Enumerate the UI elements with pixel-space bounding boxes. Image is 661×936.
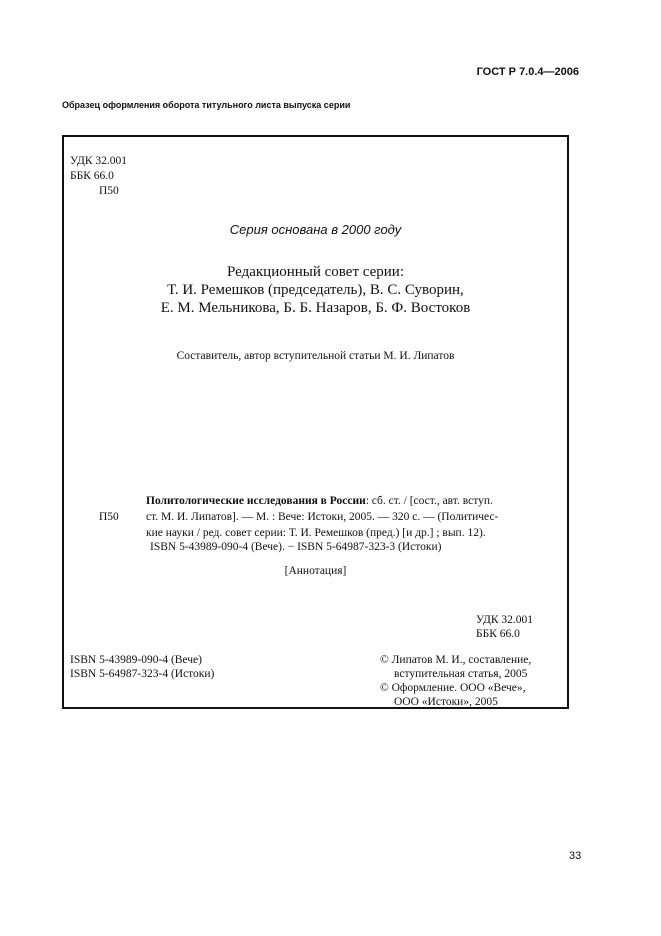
- document-code: ГОСТ Р 7.0.4—2006: [476, 66, 579, 78]
- biblio-record-line4: ISBN 5-43989-090-4 (Вече). − ISBN 5-64987-323-3 (Истоки): [150, 541, 442, 553]
- title-verso-frame: [62, 135, 569, 709]
- page-number: 33: [569, 850, 582, 862]
- author-mark-top: П50: [99, 185, 119, 197]
- copyright-compiler-line1: © Липатов М. И., составление,: [380, 654, 532, 666]
- udk-index-bottom: УДК 32.001: [476, 614, 533, 626]
- editorial-board-title: Редакционный совет серии:: [227, 264, 404, 280]
- copyright-design-line2: ООО «Истоки», 2005: [394, 696, 498, 708]
- biblio-title: Политологические исследования в России: [146, 495, 366, 507]
- biblio-record-line1: [146, 495, 493, 507]
- series-founded-line: Серия основана в 2000 году: [229, 222, 402, 237]
- compiler-line: Составитель, автор вступительной статьи М. И. Липатов: [176, 350, 455, 362]
- annotation-placeholder: [Аннотация]: [284, 565, 347, 577]
- copyright-design-line1: © Оформление. ООО «Вече»,: [380, 682, 526, 694]
- editorial-board-members-line1: Т. И. Ремешков (председатель), В. С. Суворин,: [167, 282, 464, 298]
- copyright-compiler-line2: вступительная статья, 2005: [394, 668, 528, 680]
- udk-index-top: УДК 32.001: [70, 155, 127, 167]
- isbn-istoki: ISBN 5-64987-323-4 (Истоки): [70, 668, 215, 680]
- biblio-record-line3: кие науки / ред. совет серии: Т. И. Ремешков (пред.) [и др.] ; вып. 12).: [146, 527, 486, 539]
- isbn-veche: ISBN 5-43989-090-4 (Вече): [70, 654, 202, 666]
- author-mark-biblio: П50: [99, 511, 119, 523]
- bbk-index-bottom: ББК 66.0: [476, 628, 520, 640]
- biblio-line1-rest: : сб. ст. / [сост., авт. вступ.: [365, 495, 493, 507]
- biblio-record-line2: ст. М. И. Липатов]. — М. : Вече: Истоки, 2005. — 320 с. — (Политичес-: [146, 511, 499, 523]
- figure-caption: Образец оформления оборота титульного листа выпуска серии: [62, 100, 351, 110]
- editorial-board-members-line2: Е. М. Мельникова, Б. Б. Назаров, Б. Ф. Востоков: [160, 300, 471, 316]
- bbk-index-top: ББК 66.0: [70, 170, 114, 182]
